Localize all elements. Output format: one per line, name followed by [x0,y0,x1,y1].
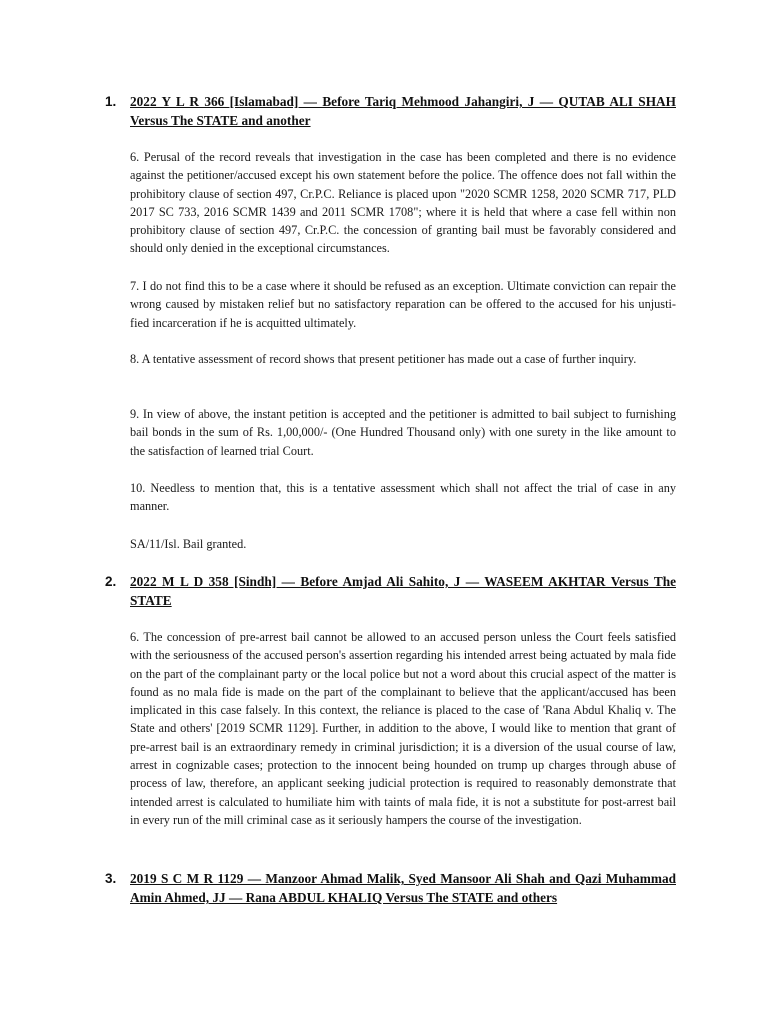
case-1-paragraph-6: 6. Perusal of the record reveals that investigation in the case has been completed and there is no evidence against the petitioner/accused except his own statement before the police. The offence does not fall within the prohibitory clause of section 497, Cr.P.C. Reliance is placed upon "2020 SCMR 1258, 2020 SCMR 717, PLD 2017 SC 733, 2016 SCMR 1439 and 2011 SCMR 1708"; where it is held that where a case fell within non prohibitory clause of section 497, Cr.P.C. the concession of granting bail must be favorably considered and should only denied in the exceptional circumstances. [130,150,676,256]
case-citation-heading: 2022 Y L R 366 [Islamabad] — Before Tariq Mehmood Jahangiri, J — QUTAB ALI SHAH Versus The STATE and another [130,94,676,128]
case-1-paragraph-10: 10. Needless to mention that, this is a tentative assessment which shall not affect the trial of case in any manner. [130,481,676,514]
case-1-paragraph-9: 9. In view of above, the instant petition is accepted and the petitioner is admitted to bail subject to furnishing bail bonds in the sum of Rs. 1,00,000/- (One Hundred Thousand only) with one surety in the like amount to the satisfaction of learned trial Court. [130,407,676,458]
case-1-footnote: SA/11/Isl. Bail granted. [130,537,247,551]
case-citation-heading: 2019 S C M R 1129 — Manzoor Ahmad Malik, Syed Mansoor Ali Shah and Qazi Muhammad Amin Ahmed, JJ — Rana ABDUL KHALIQ Versus The STATE and others [130,871,676,905]
case-number: 1. [105,94,117,109]
case-1-paragraph-7: 7. I do not find this to be a case where it should be refused as an exception. Ultimate conviction can repair the wrong caused by mistaken relief but no satisfactory reparation can be offered to the accused for his unjusti-fied incarceration if he is acquitted ultimately. [130,279,676,330]
case-number: 2. [105,574,117,589]
case-2-paragraph-6: 6. The concession of pre-arrest bail cannot be allowed to an accused person unless the Court feels satisfied with the seriousness of the accused person's assertion regarding his intended arrest being actuated by mala fide on the part of the complainant party or the local police but not a word about this crucial aspect of the matter is found as no mala fide is made on the part of the complainant to believe that the applicant/accused has been implicated in this case falsely. In this context, the reliance is placed to the case of 'Rana Abdul Khaliq v. The State and others' [2019 SCMR 1129]. Further, in addition to the above, I would like to mention that grant of pre-arrest bail is an extraordinary remedy in criminal jurisdiction; it is a diversion of the usual course of law, arrest in cognizable cases; protection to the innocent being hounded on trump up charges through abuse of process of law, therefore, an applicant seeking judicial protection is required to reasonably demonstrate that intended arrest is calculated to humiliate him with taints of mala fide, it is not a substitute for post-arrest bail in every run of the mill criminal case as it seriously hampers the course of the investigation. [130,630,676,827]
case-1-paragraph-8: 8. A tentative assessment of record shows that present petitioner has made out a case of further inquiry. [130,352,637,366]
case-number: 3. [105,871,117,886]
case-citation-heading: 2022 M L D 358 [Sindh] — Before Amjad Ali Sahito, J — WASEEM AKHTAR Versus The STATE [130,574,676,608]
